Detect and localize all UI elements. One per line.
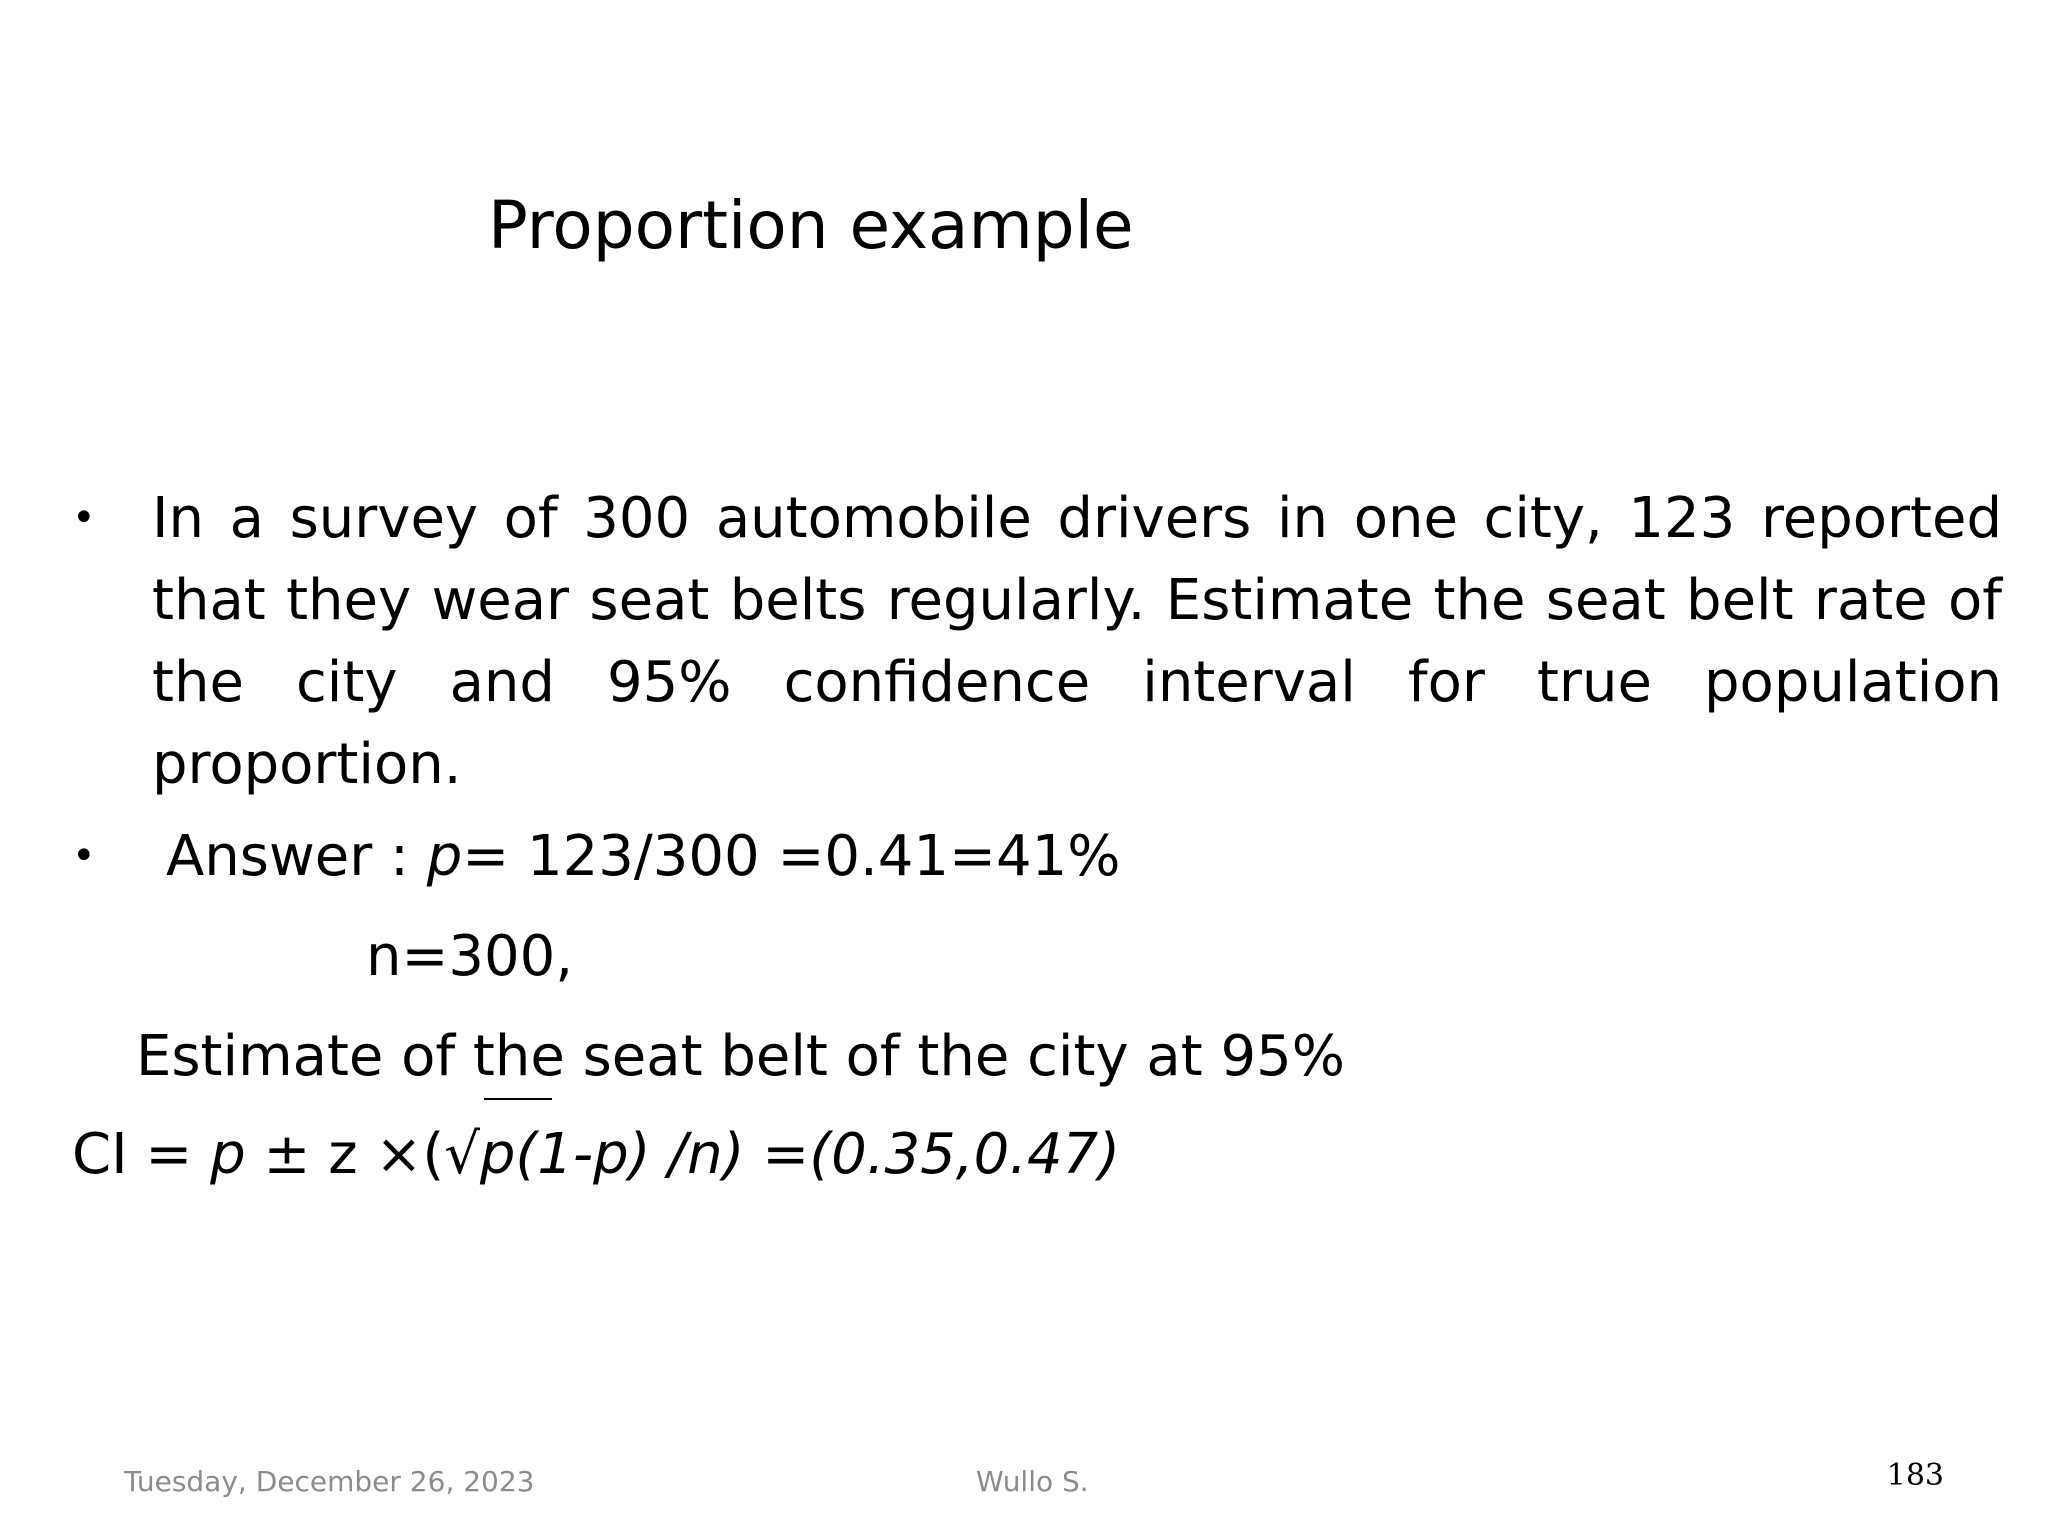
- answer-line: [166, 816, 1120, 898]
- answer-value: = 123/300 =0.41=41%: [462, 824, 1121, 889]
- estimate-line: Estimate of the seat belt of the city at 95%: [136, 1024, 1345, 1089]
- bullet-marker-answer: •: [72, 833, 96, 879]
- bullet-marker-question: •: [72, 495, 96, 541]
- overline-rule: [484, 1098, 552, 1100]
- confidence-interval-line: [72, 1114, 1120, 1196]
- ci-formula: p(1-p) /n) =(0.35,0.47): [479, 1122, 1121, 1187]
- ci-operator: ± z ×(√: [245, 1122, 480, 1187]
- ci-label: CI: [72, 1122, 128, 1187]
- footer-date: Tuesday, December 26, 2023: [124, 1465, 535, 1498]
- answer-prefix: Answer :: [166, 824, 427, 889]
- sample-size-line: n=300,: [366, 924, 574, 989]
- ci-equals: =: [127, 1122, 211, 1187]
- slide-title: Proportion example: [488, 187, 1134, 264]
- answer-p-symbol: p: [426, 824, 463, 889]
- ci-p-symbol: p: [210, 1122, 246, 1187]
- footer-author: Wullo S.: [976, 1465, 1089, 1498]
- question-text: In a survey of 300 automobile drivers in one city, 123 reported that they wear seat belts regularly. Estimate the seat belt rate of the city and 95% confidence interval for true population proportion.: [152, 486, 2002, 797]
- page-number: 183: [1886, 1458, 1944, 1493]
